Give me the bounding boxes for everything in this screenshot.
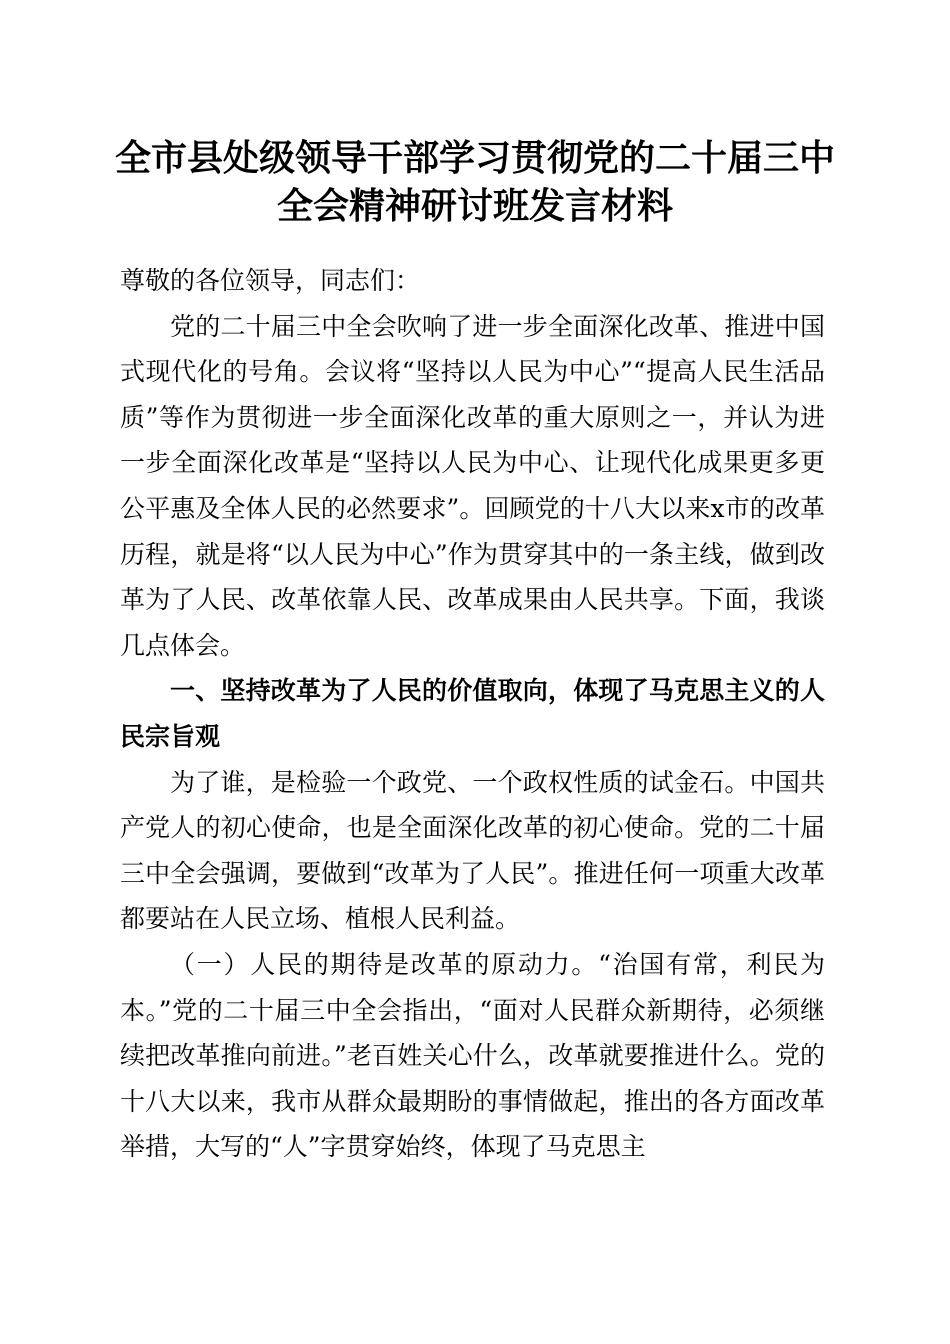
document-body (120, 258, 825, 1170)
title-line-2: 全会精神研讨班发言材料 (276, 185, 673, 227)
section-heading-1: 一、坚持改革为了人民的价值取向，体现了马克思主义的人民宗旨观 (120, 676, 825, 751)
document-title (100, 134, 850, 230)
title-line-1: 全市县处级领导干部学习贯彻党的二十届三中 (114, 137, 835, 179)
paragraph-intro: 党的二十届三中全会吹响了进一步全面深化改革、推进中国式现代化的号角。会议将“坚持以人民为中心”“提高人民生活品质”等作为贯彻进一步全面深化改革的重大原则之一，并认为进一步全面深化改革是“坚持以人民为中心、让现代化成果更多更公平惠及全体人民的必然要求”。回顾党的十八大以来x市的改革历程，就是将“以人民为中心”作为贯穿其中的一条主线，做到改革为了人民、改革依靠人民、改革成果由人民共享。下面，我谈几点体会。 (120, 311, 825, 660)
salutation: 尊敬的各位领导，同志们： (120, 266, 421, 295)
paragraph-subsection-1: （一）人民的期待是改革的原动力。“治国有常，利民为本。”党的二十届三中全会指出，“面对人民群众新期待，必须继续把改革推向前进。”老百姓关心什么，改革就要推进什么。党的十八大以来，我市从群众最期盼的事情做起，推出的各方面改革举措，大写的“人”字贯穿始终，体现了马克思主 (120, 949, 825, 1162)
paragraph-section-1: 为了谁，是检验一个政党、一个政权性质的试金石。中国共产党人的初心使命，也是全面深化改革的初心使命。党的二十届三中全会强调，要做到“改革为了人民”。推进任何一项重大改革都要站在人民立场、植根人民利益。 (120, 767, 825, 934)
